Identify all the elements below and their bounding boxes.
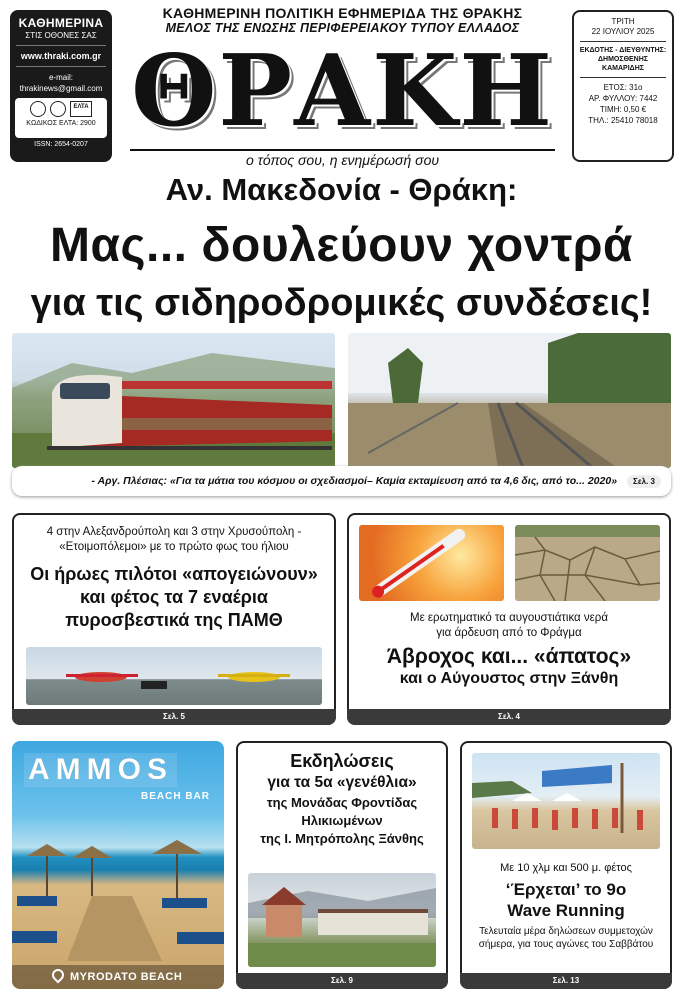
page-ref[interactable]: Σελ. 4 [347, 709, 671, 725]
phone: ΤΗΛ.: 25410 78018 [588, 116, 658, 125]
tagline-line2: ΜΕΛΟΣ ΤΗΣ ΕΝΩΣΗΣ ΠΕΡΙΦΕΡΕΙΑΚΟΥ ΤΥΠΟΥ ΕΛΛΑΔΟΣ [165, 21, 520, 35]
running-body-1: Τελευταία μέρα δηλώσεων συμμετοχών [479, 926, 653, 937]
pilots-title-2: και φέτος τα 7 εναέρια [80, 587, 268, 607]
location-pin-icon [50, 967, 67, 984]
promo-title: ΚΑΘΗΜΕΡΙΝΑ [18, 16, 104, 30]
events-article[interactable] [236, 741, 448, 989]
publisher-last-name: ΚΑΜΑΡΙΔΗΣ [602, 65, 644, 72]
issue-info-box [572, 10, 674, 162]
pilots-article[interactable] [12, 513, 336, 725]
lead-headline[interactable]: Μας... δουλεύουν χοντρά [50, 219, 633, 272]
ammos-subtitle: BEACH BAR [141, 791, 210, 802]
train-photo [12, 333, 335, 468]
water-intro-1: Με ερωτηματικό τα αυγουστιάτικα νερά [410, 612, 608, 624]
ammos-location: MYRODATO BEACH [70, 971, 183, 983]
tagline-line1: ΚΑΘΗΜΕΡΙΝΗ ΠΟΛΙΤΙΚΗ ΕΦΗΜΕΡΙΔΑ ΤΗΣ ΘΡΑΚΗΣ [162, 5, 523, 21]
events-title-4: Ηλικιωμένων [301, 813, 383, 828]
slogan: ο τόπος σου, η ενημέρωσή σου [130, 149, 555, 168]
press-logo-icon [30, 101, 46, 117]
water-intro-2: για άρδευση από το Φράγμα [436, 627, 582, 639]
promo-subtitle: ΣΤΙΣ ΟΘΟΝΕΣ ΣΑΣ [25, 31, 97, 40]
runners-photo [472, 753, 660, 849]
events-title-3: της Μονάδας Φροντίδας [266, 795, 418, 810]
water-article[interactable] [347, 513, 671, 725]
divider [580, 41, 666, 42]
lead-caption-text: - Αργ. Πλέσιας: «Για τα μάτια του κόσμου οι σχεδιασμοί– Καμία εκταμίευση από τα 4,6 δις, από το... 2020» [91, 475, 618, 487]
issue-number: ΑΡ. ΦΥΛΛΟΥ: 7442 [588, 94, 658, 103]
divider [16, 66, 106, 67]
pilots-title-1: Οι ήρωες πιλότοι «απογειώνουν» [30, 564, 318, 584]
running-article[interactable] [460, 741, 672, 989]
thermometer-photo [359, 525, 504, 601]
ammos-location-bar [12, 965, 224, 989]
running-body-2: σήμερα, για τους αγώνες του Σαββάτου [478, 939, 654, 950]
promo-box [10, 10, 112, 162]
page-ref[interactable]: Σελ. 3 [627, 475, 661, 488]
pilots-intro-1: 4 στην Αλεξανδρούπολη και 3 στην Χρυσούπολη - [46, 526, 302, 538]
events-title-2: για τα 5α «γενέθλια» [267, 774, 417, 791]
events-title-1: Εκδηλώσεις [290, 751, 394, 771]
issue-price: ΤΙΜΗ: 0,50 € [599, 105, 647, 114]
page-ref[interactable]: Σελ. 9 [236, 973, 448, 989]
newspaper-logo: ΘΡΑΚΗ [131, 34, 554, 149]
water-title-1: Άβροχος και... «άπατος» [386, 645, 632, 668]
postal-code: ΚΩΔΙΚΟΣ ΕΛΤΑ: 2900 [26, 120, 96, 127]
railway-tracks-photo [348, 333, 671, 468]
issn: ISSN: 2654-0207 [34, 141, 88, 148]
running-title-1: ‘Έρχεται’ το 9ο [505, 880, 627, 899]
ammos-ad[interactable] [12, 741, 224, 989]
divider [16, 45, 106, 46]
issue-day: ΤΡΙΤΗ [611, 17, 635, 26]
page-ref[interactable]: Σελ. 13 [460, 973, 672, 989]
publisher-label: ΕΚΔΟΤΗΣ - ΔΙΕΥΘΥΝΤΗΣ: [579, 47, 667, 54]
care-unit-photo [248, 873, 436, 967]
running-intro: Με 10 χλμ και 500 μ. φέτος [500, 862, 632, 874]
ammos-logo [24, 753, 177, 787]
pilots-intro-2: «Ετοιμοπόλεμοι» με το πρώτο φως του ήλιου [59, 541, 289, 553]
aircraft-photo [26, 647, 322, 705]
dry-ground-photo [515, 525, 660, 601]
lead-kicker: Αν. Μακεδονία - Θράκη: [165, 172, 518, 207]
pilots-title-3: πυροσβεστικά της ΠΑΜΘ [65, 610, 283, 630]
running-title-2: Wave Running [507, 901, 625, 920]
lead-headline-line2[interactable]: για τις σιδηροδρομικές συνδέσεις! [30, 282, 653, 324]
email-link[interactable]: thrakinews@gmail.com [19, 84, 103, 93]
ammos-name: AMMOS [24, 753, 177, 787]
postal-info [15, 98, 107, 138]
divider [580, 77, 666, 78]
page-ref[interactable]: Σελ. 5 [12, 709, 336, 725]
events-title-5: της Ι. Μητρόπολης Ξάνθης [260, 831, 424, 846]
issue-year: ΕΤΟΣ: 31ο [603, 83, 643, 92]
email-label: e-mail: [48, 73, 73, 82]
union-logo-icon [50, 101, 66, 117]
beach-illustration [12, 836, 224, 961]
issue-date: 22 ΙΟΥΛΙΟΥ 2025 [591, 27, 655, 36]
publisher-first-name: ΔΗΜΟΣΘΕΝΗΣ [598, 56, 648, 63]
lead-caption [12, 466, 671, 496]
water-title-2: και ο Αύγουστος στην Ξάνθη [399, 670, 619, 687]
elta-logo: ΕΛΤΑ [70, 101, 91, 117]
newspaper-tagline [125, 6, 560, 36]
website-link[interactable]: www.thraki.com.gr [20, 51, 102, 61]
